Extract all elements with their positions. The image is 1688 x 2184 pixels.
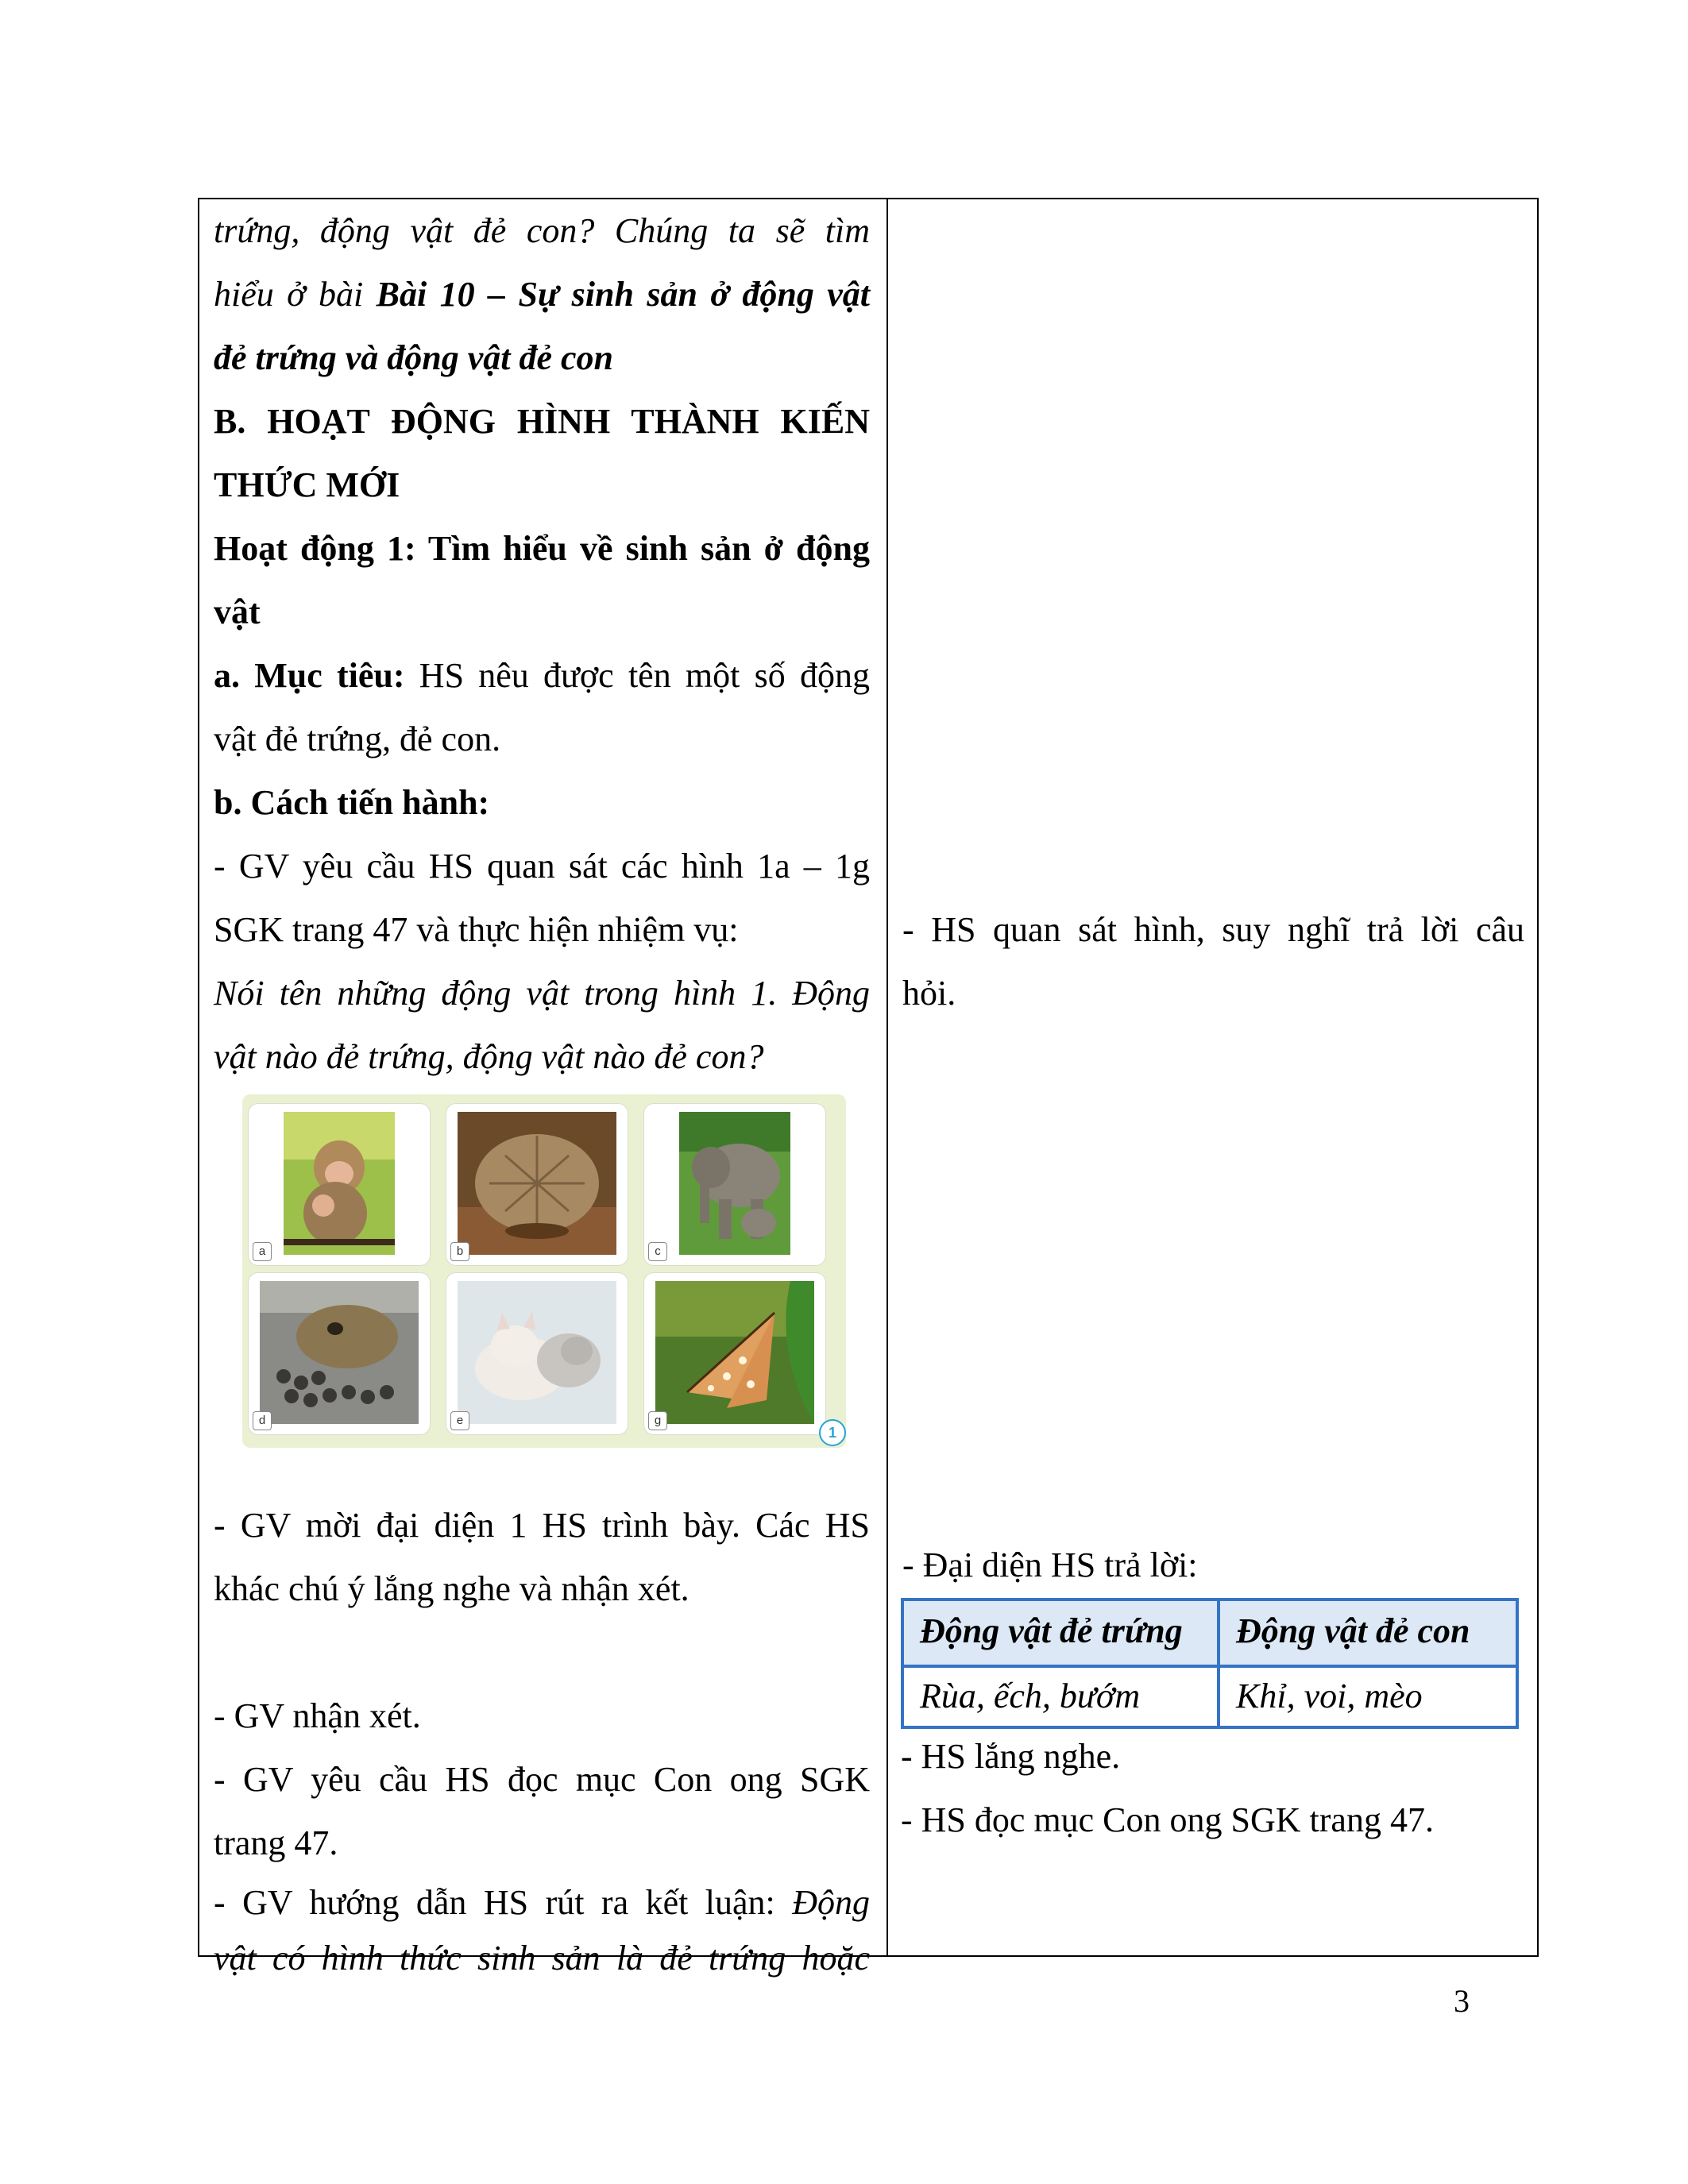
teacher-step-5: - GV hướng dẫn HS rút ra kết luận: Động [214, 1883, 870, 1922]
frog-eggs-photo-icon [260, 1281, 419, 1424]
teacher-step-4-cont: trang 47. [214, 1823, 338, 1862]
column-divider [886, 199, 888, 1955]
kitten-photo-icon [458, 1281, 616, 1424]
teacher-step-2-cont: khác chú ý lắng nghe và nhận xét. [214, 1569, 689, 1608]
activity-heading: Hoạt động 1: Tìm hiểu về sinh sản ở động [214, 529, 870, 568]
activity-heading-cont: vật [214, 592, 261, 631]
left-line-1: trứng, động vật đẻ con? Chúng ta sẽ tìm [214, 211, 870, 250]
figure-label-g: g [648, 1411, 667, 1430]
butterfly-photo-icon [655, 1281, 814, 1424]
figure-tile-a [249, 1104, 430, 1265]
student-step-3: - HS lắng nghe. [901, 1737, 1121, 1776]
cell-oviparous-animals: Rùa, ếch, bướm [920, 1677, 1141, 1715]
student-step-4: - HS đọc mục Con ong SGK trang 47. [901, 1800, 1434, 1839]
answer-table-col-divider [1217, 1601, 1220, 1726]
left-line-2: hiểu ở bài Bài 10 – Sự sinh sản ở động vật [214, 275, 870, 314]
teacher-step-4: - GV yêu cầu HS đọc mục Con ong SGK [214, 1760, 870, 1799]
teacher-step-1-cont: SGK trang 47 và thực hiện nhiệm vụ: [214, 910, 739, 949]
figure-label-b: b [450, 1242, 469, 1261]
figure-tile-b [446, 1104, 628, 1265]
student-step-1: - HS quan sát hình, suy nghĩ trả lời câu [902, 910, 1524, 949]
objective-line: a. Mục tiêu: HS nêu được tên một số động [214, 656, 870, 695]
figure-label-d: d [253, 1411, 272, 1430]
tortoise-photo-icon [458, 1112, 616, 1255]
page-number: 3 [1454, 1983, 1470, 2019]
student-step-1-cont: hỏi. [902, 974, 956, 1013]
lesson-title: đẻ trứng và động vật đẻ con [214, 338, 613, 377]
monkey-photo-icon [260, 1112, 419, 1255]
answer-table [901, 1598, 1519, 1729]
procedure-heading: b. Cách tiến hành: [214, 783, 490, 822]
figure-label-c: c [648, 1242, 667, 1261]
section-heading: B. HOẠT ĐỘNG HÌNH THÀNH KIẾN [214, 402, 870, 441]
figure-number-badge: 1 [819, 1419, 846, 1446]
section-heading-cont: THỨC MỚI [214, 465, 400, 504]
student-step-2: - Đại diện HS trả lời: [902, 1545, 1198, 1584]
teacher-step-3: - GV nhận xét. [214, 1696, 421, 1735]
teacher-step-1: - GV yêu cầu HS quan sát các hình 1a – 1g [214, 847, 870, 886]
header-oviparous: Động vật đẻ trứng [920, 1611, 1183, 1650]
task-question: Nói tên những động vật trong hình 1. Động [214, 974, 870, 1013]
task-question-cont: vật nào đẻ trứng, động vật nào đẻ con? [214, 1037, 764, 1076]
teacher-step-5-cont: vật có hình thức sinh sản là đẻ trứng hoặc [214, 1939, 870, 1978]
elephant-photo-icon [655, 1112, 814, 1255]
figure-label-e: e [450, 1411, 469, 1430]
figure-label-a: a [253, 1242, 272, 1261]
header-viviparous: Động vật đẻ con [1236, 1611, 1470, 1650]
figure-tile-g [644, 1273, 825, 1434]
cell-viviparous-animals: Khỉ, voi, mèo [1236, 1677, 1423, 1715]
figure-tile-c [644, 1104, 825, 1265]
figure-tile-e [446, 1273, 628, 1434]
animal-figure [242, 1094, 846, 1448]
figure-tile-d [249, 1273, 430, 1434]
teacher-step-2: - GV mời đại diện 1 HS trình bày. Các HS [214, 1506, 870, 1545]
objective-line-cont: vật đẻ trứng, đẻ con. [214, 720, 501, 758]
